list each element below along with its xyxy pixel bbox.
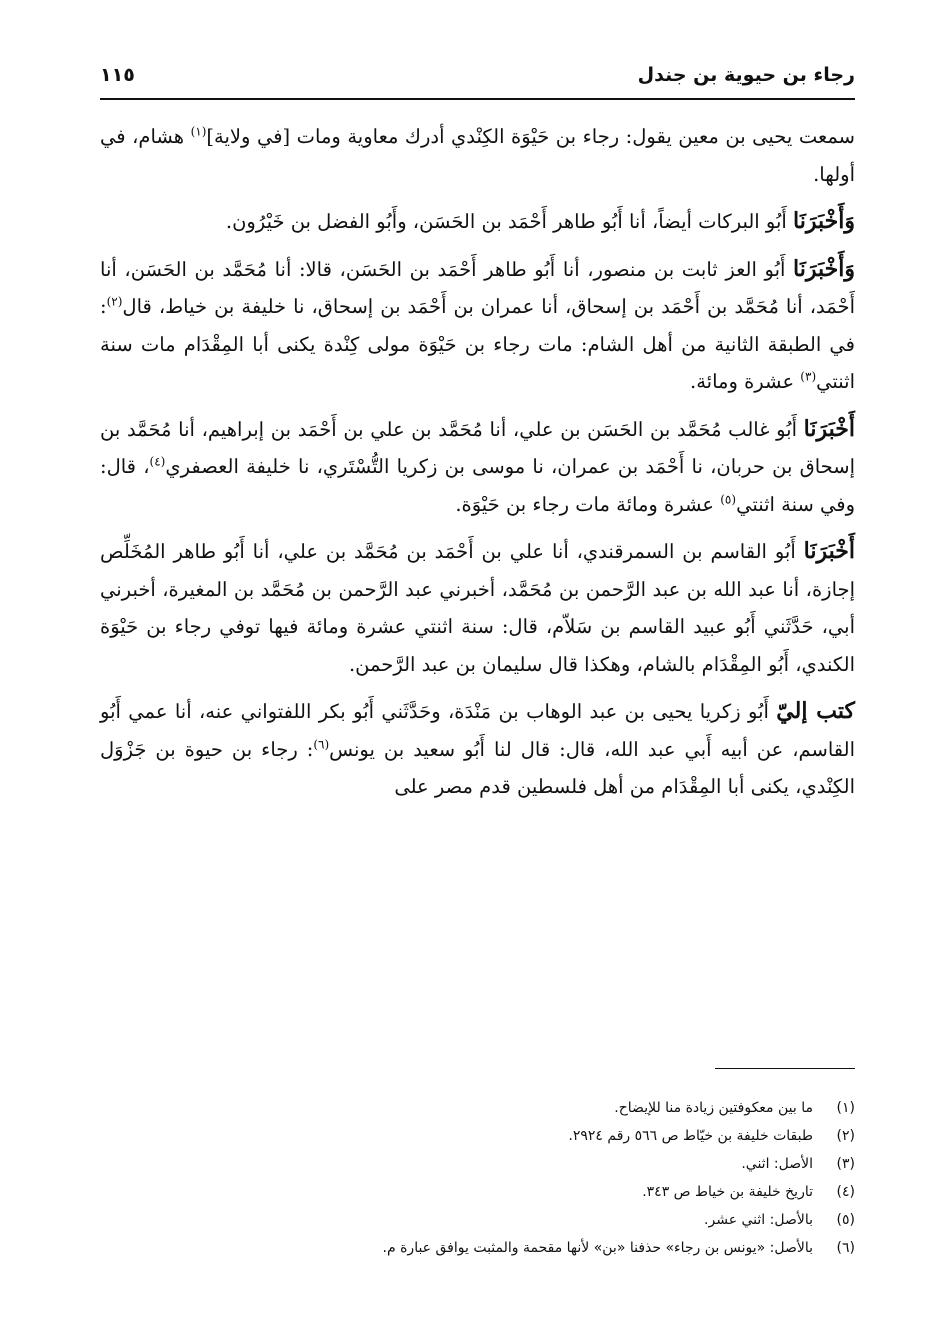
running-title: رجاء بن حيوية بن جندل [637, 64, 855, 86]
paragraph [100, 118, 855, 193]
footnote-ref: (٦) [313, 737, 330, 751]
footnote-text: تاريخ خليفة بن خياط ص ٣٤٣. [642, 1184, 813, 1200]
footnote [100, 1094, 855, 1122]
page-number: ١١٥ [100, 64, 135, 86]
footnote-divider [715, 1068, 855, 1069]
footnote [100, 1234, 855, 1262]
paragraph-text: سمعت يحيى بن معين يقول: رجاء بن حَيْوَة الكِنْدي أدرك معاوية ومات [في ولاية] [206, 125, 855, 148]
paragraph-lead: وَأَخْبَرَنَا [793, 255, 855, 282]
paragraph [100, 693, 855, 806]
footnote-number: (٣) [836, 1156, 855, 1172]
footnote-number: (١) [836, 1100, 855, 1116]
footnote-text: الأصل: اثني. [741, 1156, 813, 1172]
paragraph [100, 533, 855, 683]
paragraph-text: هشام، في أولها. [100, 125, 855, 186]
paragraph-text: عشرة ومائة مات رجاء بن حَيْوَة. [455, 492, 721, 516]
footnote-number: (٢) [836, 1128, 855, 1144]
footnote [100, 1150, 855, 1178]
paragraph [100, 411, 855, 524]
footnotes [100, 1094, 855, 1262]
footnote-text: طبقات خليفة بن خيّاط ص ٥٦٦ رقم ٢٩٢٤. [568, 1128, 813, 1144]
paragraph-lead: أَخْبَرَنَا [803, 538, 855, 564]
paragraph-text: أَبُو غالب مُحَمَّد بن الحَسَن بن علي، أنا مُحَمَّد بن علي بن أَحْمَد بن إبراهيم، أنا مُحَمَّد بن إسحاق بن حربان، نا أَحْمَد بن عمران، نا موسى بن زكريا التُّسْتَري، نا خليفة العصفري [100, 417, 855, 478]
paragraph-text: : في الطبقة الثانية من أهل الشام: مات رجاء بن حَيْوَة مولى كِنْدة يكنى أبا المِقْدَام مات سنة اثنتي [100, 295, 855, 393]
footnote-ref: (٣) [800, 369, 817, 384]
paragraph [100, 251, 855, 401]
paragraph-text: أَبُو البركات أيضاً، أنا أَبُو طاهر أَحْمَد بن الحَسَن، وأَبُو الفضل بن خَيْرُون. [225, 210, 794, 233]
paragraph-lead: كتب إليّ [776, 698, 855, 724]
paragraph-text: أَبُو القاسم بن السمرقندي، أنا علي بن أَحْمَد بن مُحَمَّد بن علي، أنا أَبُو طاهر المُخَلِّص إجازة، أنا عبد الله بن عبد الرَّحمن بن مُحَمَّد، أخبرني عبد الرَّحمن بن مُحَمَّد بن المغيرة، أخبرني أبي، حَدَّثَني أَبُو عبيد القاسم بن سَلاّم، قال: سنة اثنتي عشرة ومائة فيها توفي رجاء بن حَيْوَة الكندي، أَبُو المِقْدَام بالشام، وهكذا قال سليمان بن عبد الرَّحمن. [100, 540, 855, 676]
footnote-ref: (٢) [106, 294, 123, 309]
footnote-text: بالأصل: «يونس بن رجاء» حذفنا «بن» لأنها مقحمة والمثبت يوافق عبارة م. [382, 1240, 813, 1256]
footnote-ref: (٥) [720, 492, 737, 506]
paragraph [100, 203, 855, 241]
footnote [100, 1206, 855, 1234]
paragraph-lead: أَخْبَرَنَا [803, 415, 855, 442]
footnote-number: (٤) [836, 1184, 855, 1200]
paragraph-text: ، قال: وفي سنة اثنتي [100, 455, 855, 516]
paragraph-text: أَبُو العز ثابت بن منصور، أنا أَبُو طاهر أَحْمَد بن الحَسَن، قالا: أنا مُحَمَّد بن الحَسَن، أنا أَحْمَد، أنا مُحَمَّد بن أَحْمَد بن إسحاق، أنا عمران بن أَحْمَد بن إسحاق، نا خليفة بن خياط، قال [100, 257, 855, 318]
running-header [100, 60, 855, 100]
footnote-ref: (٤) [149, 454, 166, 469]
main-text [100, 118, 855, 816]
footnote-number: (٥) [836, 1212, 855, 1228]
paragraph-text: أَبُو زكريا يحيى بن عبد الوهاب بن مَنْدَة، وحَدَّثَني أَبُو بكر اللفتواني عنه، أنا عمي أَبُو القاسم، عن أبيه أَبي عبد الله، قال: قال لنا أَبُو سعيد بن يونس [100, 700, 855, 761]
footnote-text: ما بين معكوفتين زيادة منا للإيضاح. [614, 1100, 813, 1116]
footnote [100, 1178, 855, 1206]
footnote-number: (٦) [836, 1240, 855, 1256]
paragraph-text: عشرة ومائة. [690, 370, 801, 393]
footnote-ref: (١) [190, 124, 207, 139]
footnote [100, 1122, 855, 1150]
footnote-text: بالأصل: اثني عشر. [704, 1212, 813, 1228]
paragraph-lead: وَأَخْبَرَنَا [793, 208, 855, 234]
paragraph-text: : رجاء بن حيوة بن جَزْوَل الكِنْدي، يكنى أبا المِقْدَام من أهل فلسطين قدم مصر على [100, 737, 855, 798]
